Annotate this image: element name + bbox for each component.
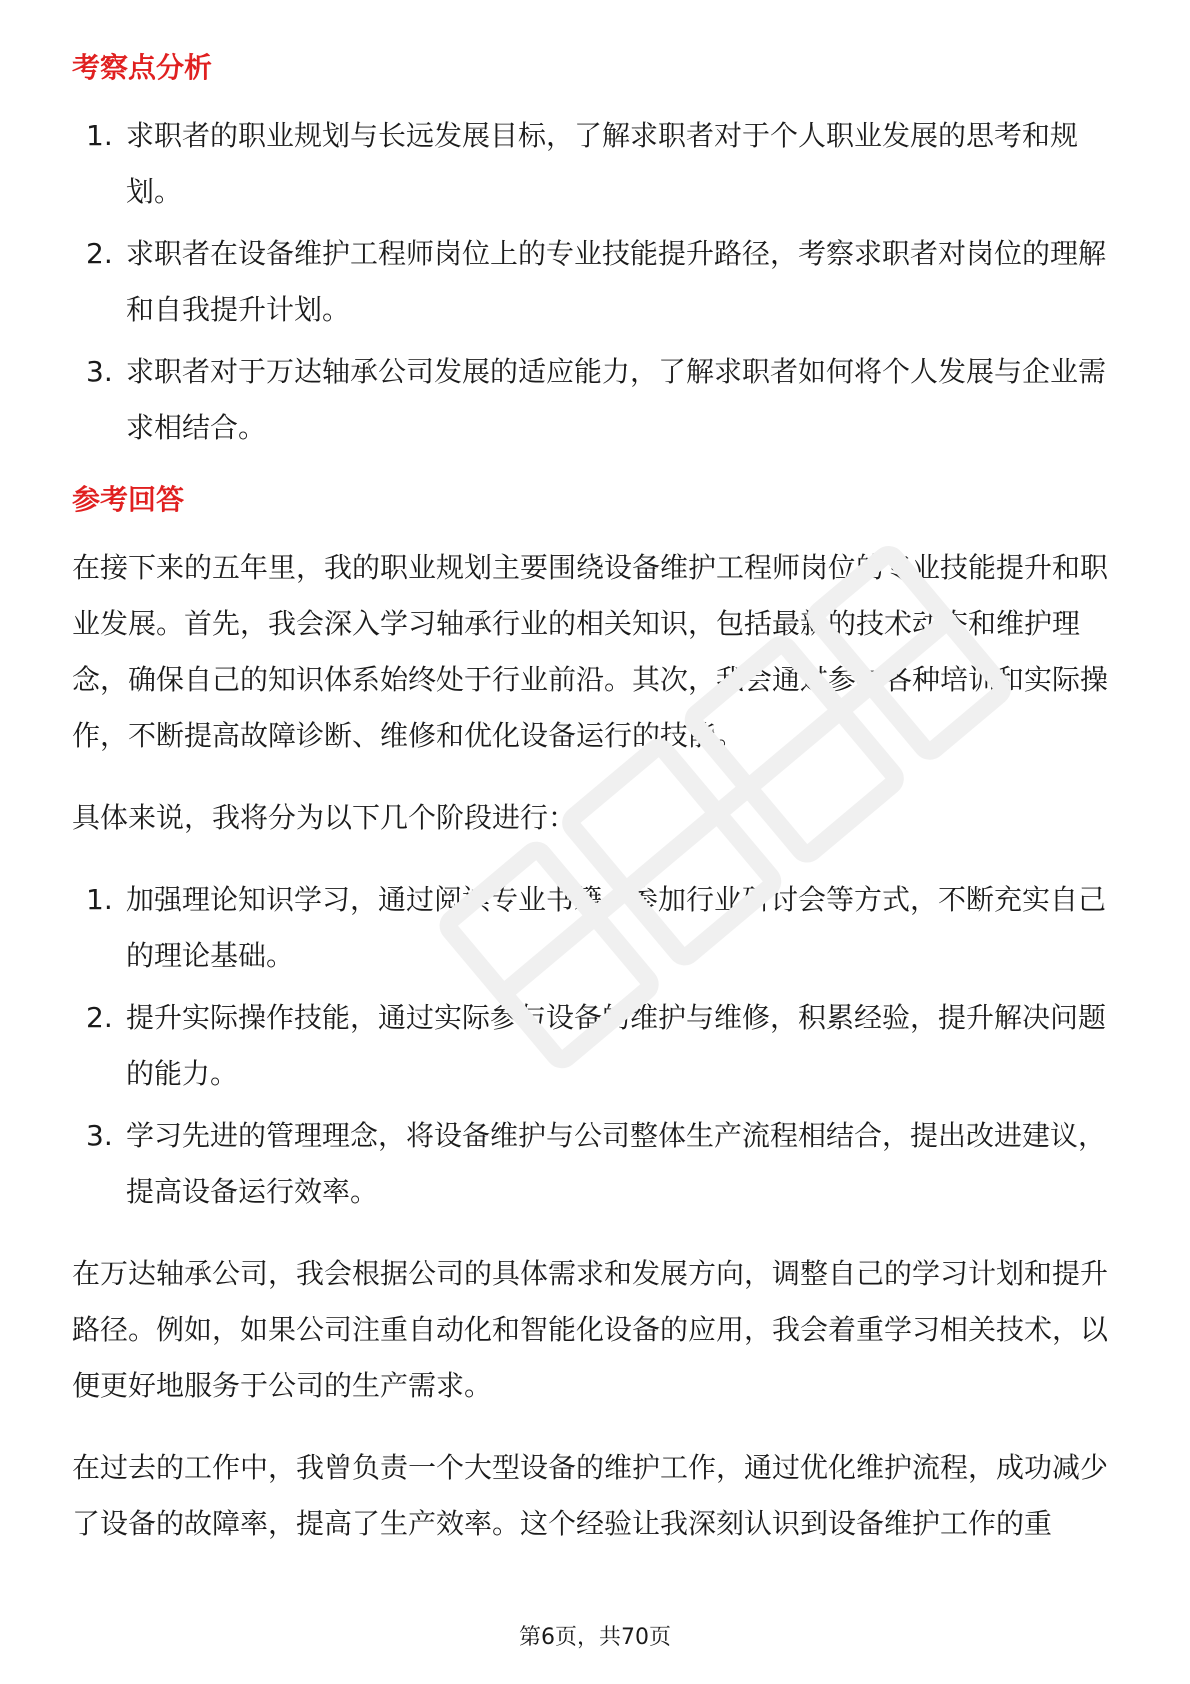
answer-paragraph-3: 在万达轴承公司，我会根据公司的具体需求和发展方向，调整自己的学习计划和提升路径。例如，如果公司注重自动化和智能化设备的应用，我会着重学习相关技术，以便更好地服务于公司的生产需求。 xyxy=(72,1257,1109,1402)
list-item-text: 求职者在设备维护工程师岗位上的专业技能提升路径，考察求职者对岗位的理解和自我提升计划。 xyxy=(126,237,1107,326)
list-number: 2. xyxy=(86,1001,113,1034)
list-item-text: 加强理论知识学习，通过阅读专业书籍、参加行业研讨会等方式，不断充实自己的理论基础。 xyxy=(126,883,1107,972)
document-page xyxy=(72,48,1118,1578)
list-item xyxy=(72,344,1118,456)
answer-paragraph-2: 具体来说，我将分为以下几个阶段进行： xyxy=(72,801,577,834)
list-number: 3. xyxy=(86,1119,113,1152)
answer-paragraph-4: 在过去的工作中，我曾负责一个大型设备的维护工作，通过优化维护流程，成功减少了设备的故障率，提高了生产效率。这个经验让我深刻认识到设备维护工作的重 xyxy=(72,1451,1109,1540)
section-title-analysis: 考察点分析 xyxy=(72,51,213,84)
list-item xyxy=(72,990,1118,1102)
list-item xyxy=(72,108,1118,220)
analysis-list xyxy=(72,108,1118,456)
list-item-text: 提升实际操作技能，通过实际参与设备的维护与维修，积累经验，提升解决问题的能力。 xyxy=(126,1001,1107,1090)
list-item-text: 求职者对于万达轴承公司发展的适应能力，了解求职者如何将个人发展与企业需求相结合。 xyxy=(126,355,1107,444)
section-title-answer: 参考回答 xyxy=(72,483,185,516)
list-item xyxy=(72,872,1118,984)
list-item xyxy=(72,1108,1118,1220)
page-number-footer: 第6页，共70页 xyxy=(519,1625,671,1650)
stages-list xyxy=(72,872,1118,1220)
list-item-text: 求职者的职业规划与长远发展目标，了解求职者对于个人职业发展的思考和规划。 xyxy=(126,119,1079,208)
list-number: 1. xyxy=(86,883,113,916)
list-item xyxy=(72,226,1118,338)
list-number: 1. xyxy=(86,119,113,152)
list-number: 3. xyxy=(86,355,113,388)
answer-paragraph-1: 在接下来的五年里，我的职业规划主要围绕设备维护工程师岗位的专业技能提升和职业发展。首先，我会深入学习轴承行业的相关知识，包括最新的技术动态和维护理念，确保自己的知识体系始终处于行业前沿。其次，我会通过参与各种培训和实际操作，不断提高故障诊断、维修和优化设备运行的技能。 xyxy=(72,551,1109,752)
list-item-text: 学习先进的管理理念，将设备维护与公司整体生产流程相结合，提出改进建议，提高设备运行效率。 xyxy=(126,1119,1107,1208)
list-number: 2. xyxy=(86,237,113,270)
